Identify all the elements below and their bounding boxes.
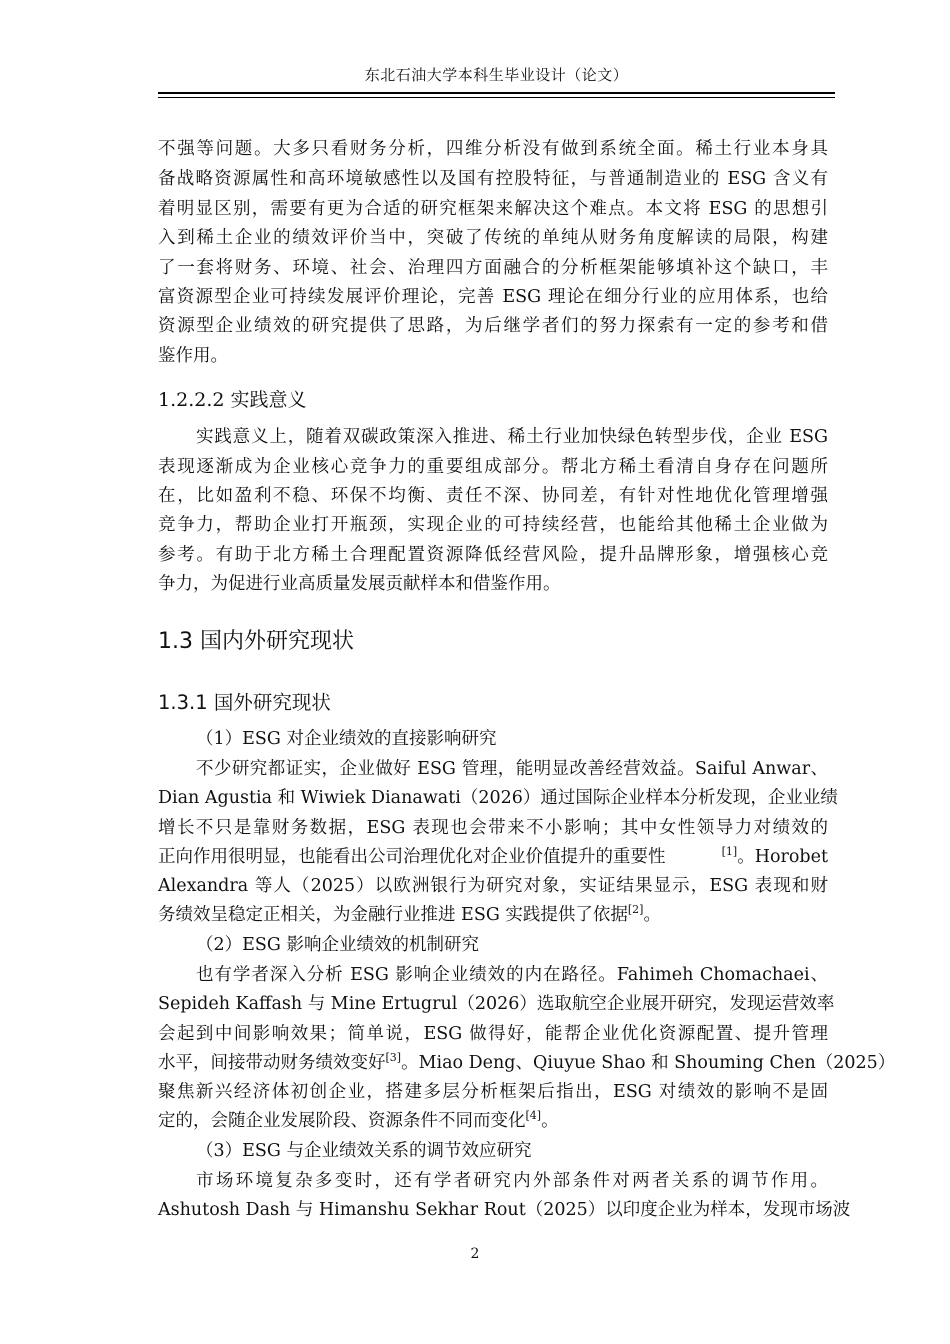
text-line: 聚焦新兴经济体初创企业，搭建多层分析框架后指出，ESG 对绩效的影响不是固 — [158, 1082, 828, 1102]
text-line: 参考。有助于北方稀土合理配置资源降低经营风险，提升品牌形象，增强核心竞 — [158, 545, 828, 565]
text-line: 增长不只是靠财务数据，ESG 表现也会带来不小影响；其中女性领导力对绩效的 — [158, 818, 828, 838]
text-line: 了一套将财务、环境、社会、治理四方面融合的分析框架能够填补这个缺口，丰 — [158, 258, 828, 278]
subsection-label: （2）ESG 影响企业绩效的机制研究 — [196, 935, 479, 955]
subsection-label: （1）ESG 对企业绩效的直接影响研究 — [196, 729, 497, 749]
subsection-label: （3）ESG 与企业绩效关系的调节效应研究 — [196, 1141, 532, 1161]
text-line-tail: 。Miao Deng、Qiuyue Shao 和 Shouming Chen（2025） — [401, 1053, 896, 1073]
text-line: 也有学者深入分析 ESG 影响企业绩效的内在路径。Fahimeh Chomachaei、 — [196, 965, 828, 985]
citation-1: [1]。Horobet — [721, 845, 828, 867]
section-heading-1-2-2-2: 1.2.2.2 实践意义 — [158, 389, 307, 411]
text-line: 会起到中间影响效果；简单说，ESG 做得好，能帮企业优化资源配置、提升管理 — [158, 1024, 828, 1044]
citation-3: [3] — [385, 1051, 402, 1065]
section-heading-1-3: 1.3 国内外研究现状 — [158, 629, 354, 654]
text-line: Dian Agustia 和 Wiwiek Dianawati（2026）通过国际企业样本分析发现，企业业绩 — [158, 788, 838, 808]
text-line: 鉴作用。 — [158, 346, 228, 366]
text-line: 定的，会随企业发展阶段、资源条件不同而变化 — [158, 1111, 526, 1131]
text-line: 着明显区别，需要有更为合适的研究框架来解决这个难点。本文将 ESG 的思想引 — [158, 199, 828, 219]
text-line: 水平，间接带动财务绩效变好[3] — [158, 1051, 402, 1073]
text-line: 入到稀土企业的绩效评价当中，突破了传统的单纯从财务角度解读的局限，构建 — [158, 228, 828, 248]
text-line: 不强等问题。大多只看财务分析，四维分析没有做到系统全面。稀土行业本身具 — [158, 139, 828, 159]
text-line-with-citation — [158, 1050, 896, 1076]
text-line: 务绩效呈稳定正相关，为金融行业推进 ESG 实践提供了依据 — [158, 905, 628, 925]
text-line: 实践意义上，随着双碳政策深入推进、稀土行业加快绿色转型步伐，企业 ESG — [196, 427, 828, 447]
text-line-with-citation — [158, 844, 828, 870]
citation-4: [4] — [525, 1109, 542, 1123]
text-line-tail: 。 — [643, 905, 661, 925]
text-line: 富资源型企业可持续发展评价理论，完善 ESG 理论在细分行业的应用体系，也给 — [158, 287, 828, 307]
text-line: 备战略资源属性和高环境敏感性以及国有控股特征，与普通制造业的 ESG 含义有 — [158, 169, 828, 189]
section-heading-1-3-1: 1.3.1 国外研究现状 — [158, 691, 331, 714]
page-number: 2 — [470, 1246, 480, 1262]
text-line: Sepideh Kaffash 与 Mine Ertugrul（2026）选取航空企业展开研究，发现运营效率 — [158, 994, 835, 1014]
text-line: 争力，为促进行业高质量发展贡献样本和借鉴作用。 — [158, 574, 561, 594]
header-rule-thick — [158, 92, 835, 94]
text-line: 正向作用很明显，也能看出公司治理优化对企业价值提升的重要性 — [158, 847, 666, 867]
text-line: 在，比如盈利不稳、环保不均衡、责任不深、协同差，有针对性地优化管理增强 — [158, 486, 828, 506]
header-rule-thin — [158, 97, 835, 98]
text-line-with-citation — [158, 902, 828, 928]
text-line: 不少研究都证实，企业做好 ESG 管理，能明显改善经营效益。Saiful Anwar、 — [196, 759, 828, 779]
running-header: 东北石油大学本科生毕业设计（论文） — [364, 66, 629, 84]
text-line: Ashutosh Dash 与 Himanshu Sekhar Rout（2025）以印度企业为样本，发现市场波 — [158, 1200, 851, 1220]
text-line: Alexandra 等人（2025）以欧洲银行为研究对象，实证结果显示，ESG 表现和财 — [158, 876, 828, 896]
text-line: 表现逐渐成为企业核心竞争力的重要组成部分。帮北方稀土看清自身存在问题所 — [158, 457, 828, 477]
text-line: 资源型企业绩效的研究提供了思路，为后继学者们的努力探索有一定的参考和借 — [158, 316, 828, 336]
text-line-with-citation — [158, 1108, 828, 1134]
text-line-tail: 。 — [541, 1111, 559, 1131]
citation-2: [2] — [627, 903, 644, 917]
text-line: 市场环境复杂多变时，还有学者研究内外部条件对两者关系的调节作用。 — [196, 1171, 828, 1191]
text-line: 竞争力，帮助企业打开瓶颈，实现企业的可持续经营，也能给其他稀土企业做为 — [158, 515, 828, 535]
